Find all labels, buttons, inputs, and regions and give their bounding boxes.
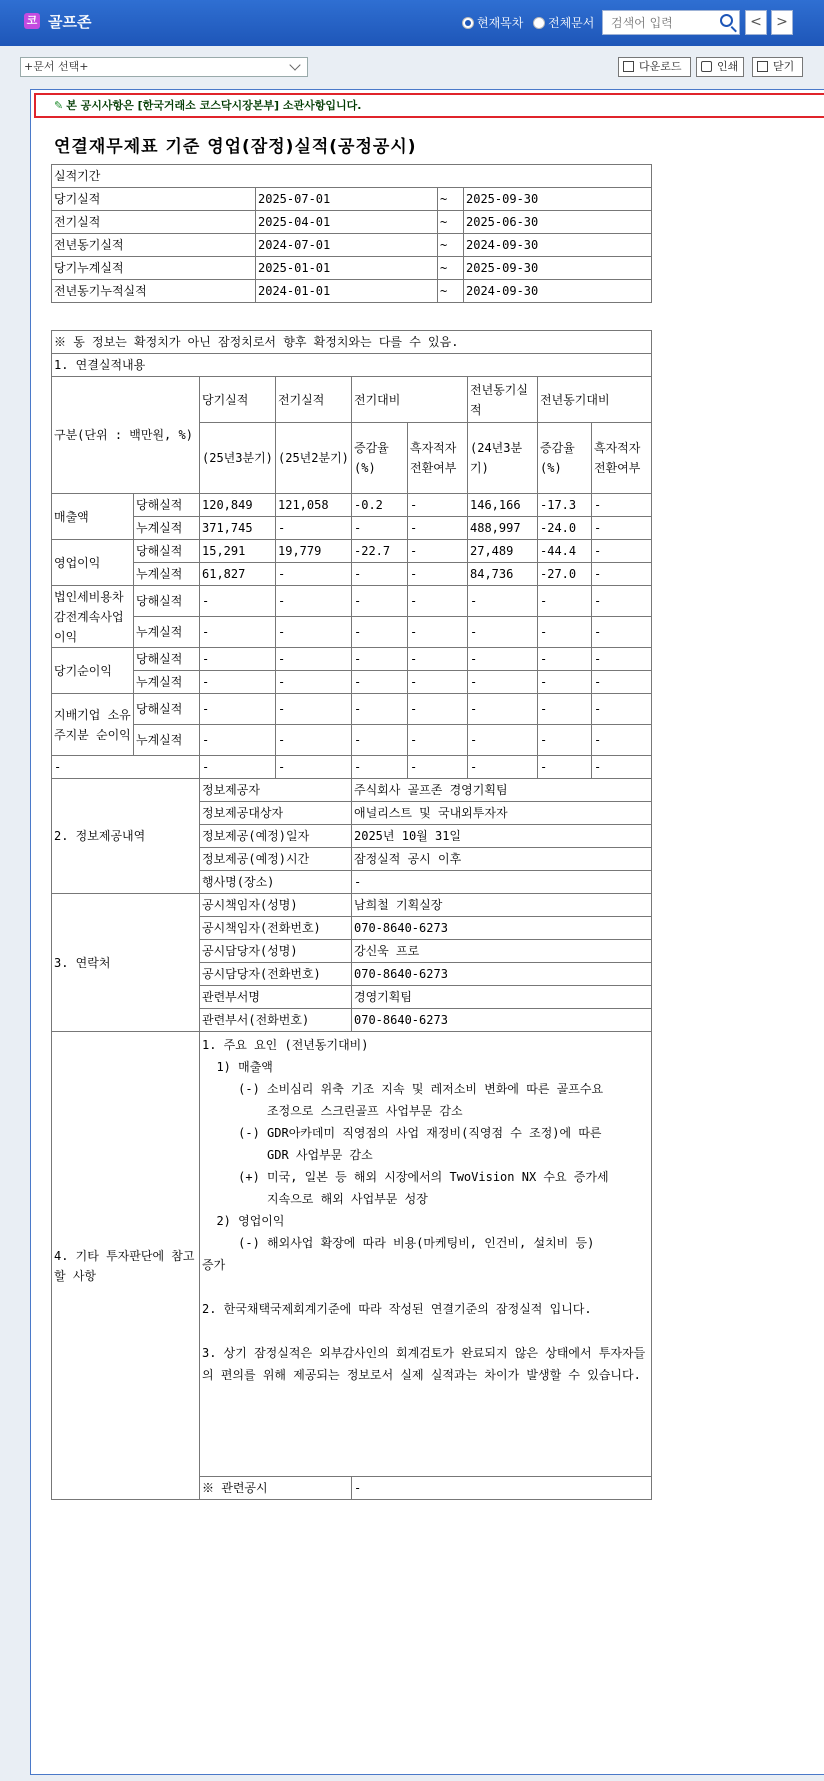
note: ※ 동 정보는 확정치가 아닌 잠정치로서 향후 확정치와는 다를 수 있음. xyxy=(52,331,652,354)
row-group-label: 당기순이익 xyxy=(52,648,134,694)
contact-body xyxy=(52,894,652,1032)
field-value: 남희철 기획실장 xyxy=(352,894,652,917)
field-value: 070-8640-6273 xyxy=(352,1009,652,1032)
table-row xyxy=(52,1032,652,1477)
header-cell: 전기대비 xyxy=(352,377,468,423)
cell: - xyxy=(276,694,352,725)
cell: - xyxy=(538,694,592,725)
document-frame xyxy=(30,89,824,1775)
section-title: 1. 연결실적내용 xyxy=(52,354,652,377)
period-end: 2025-06-30 xyxy=(464,211,652,234)
field-value: 주식회사 골프존 경영기획팀 xyxy=(352,779,652,802)
results-body xyxy=(52,494,652,756)
cell: - xyxy=(592,725,652,756)
table-row xyxy=(52,779,652,802)
table-row xyxy=(52,257,652,280)
header-cell: 흑자적자전환여부 xyxy=(592,423,652,494)
related-value: - xyxy=(352,1477,652,1500)
row-sub-label: 누계실적 xyxy=(134,671,200,694)
cell: - xyxy=(468,671,538,694)
radio-all-documents[interactable] xyxy=(533,14,594,31)
cell: - xyxy=(592,756,652,779)
row-sub-label: 당해실적 xyxy=(134,586,200,617)
row-sub-label: 누계실적 xyxy=(134,725,200,756)
table-row xyxy=(52,617,652,648)
period-label: 전년동기누적실적 xyxy=(52,280,256,303)
cell: - xyxy=(200,671,276,694)
period-label: 당기실적 xyxy=(52,188,256,211)
notice-banner xyxy=(34,93,824,118)
tilde: ~ xyxy=(438,234,464,257)
cell: - xyxy=(468,756,538,779)
header-cell: 전기실적 xyxy=(276,377,352,423)
cell: 146,166 xyxy=(468,494,538,517)
cell: - xyxy=(538,725,592,756)
cell: - xyxy=(276,725,352,756)
period-end: 2025-09-30 xyxy=(464,188,652,211)
table-row xyxy=(52,671,652,694)
cell: - xyxy=(408,648,468,671)
radio-current-section[interactable] xyxy=(462,14,523,31)
cell: 27,489 xyxy=(468,540,538,563)
field-label: 공시담당자(성명) xyxy=(200,940,352,963)
search-input[interactable] xyxy=(609,11,719,35)
top-bar xyxy=(0,0,824,46)
cell: - xyxy=(408,563,468,586)
tilde: ~ xyxy=(438,188,464,211)
period-label: 전년동기실적 xyxy=(52,234,256,257)
cell: - xyxy=(200,694,276,725)
section-title: 4. 기타 투자판단에 참고할 사항 xyxy=(52,1032,200,1500)
cell: - xyxy=(200,725,276,756)
cell: 19,779 xyxy=(276,540,352,563)
cell: - xyxy=(200,756,276,779)
memo-text: 1. 주요 요인 (전년동기대비) 1) 매출액 (-) 소비심리 위축 기조 지속 및 레저소비 변화에 따른 골프수요 조정으로 스크린골프 사업부문 감소 (-) GDR아카데미 직영점의 사업 재정비(직영점 수 조정)에 따른 GDR 사업부문 감소 (+) 미국, 일본 등 해외 시장에서의 TwoVision NX 수요 증가세 지속으로 해외 사업부문 성장 2) 영업이익 (-) 해외사업 확장에 따라 비용(마케팅비, 인건비, 설치비 등) 증가 2. 한국채택국제회계기준에 따라 작성된 연결기준의 잠정실적 입니다. 3. 상기 잠정실적은 외부감사인의 회계검토가 완료되지 않은 상태에서 투자자들의 편의를 위해 제공되는 정보로서 실제 실적과는 차이가 발생할 수 있습니다. xyxy=(200,1032,652,1477)
related-label: ※ 관련공시 xyxy=(200,1477,352,1500)
table-row xyxy=(52,354,652,377)
cell: - xyxy=(352,648,408,671)
next-button[interactable]: > xyxy=(771,10,793,35)
field-value: 2025년 10월 31일 xyxy=(352,825,652,848)
field-value: 경영기획팀 xyxy=(352,986,652,1009)
cell: - xyxy=(276,517,352,540)
row-sub-label: 당해실적 xyxy=(134,694,200,725)
field-label: 정보제공자 xyxy=(200,779,352,802)
field-value: - xyxy=(352,871,652,894)
monitor-icon xyxy=(623,61,634,72)
period-end: 2025-09-30 xyxy=(464,257,652,280)
row-sub-label: 당해실적 xyxy=(134,494,200,517)
table-row xyxy=(52,563,652,586)
cell: 61,827 xyxy=(200,563,276,586)
results-table xyxy=(51,330,652,1500)
period-label: 전기실적 xyxy=(52,211,256,234)
field-value: 070-8640-6273 xyxy=(352,963,652,986)
cell: - xyxy=(408,756,468,779)
company-logo-icon: 코 xyxy=(24,13,40,29)
cell: - xyxy=(468,694,538,725)
header-cell: 증감율(%) xyxy=(538,423,592,494)
cell: - xyxy=(408,494,468,517)
pencil-icon: ✎ xyxy=(54,99,64,112)
row-sub-label: 누계실적 xyxy=(134,563,200,586)
row-sub-label: 당해실적 xyxy=(134,540,200,563)
page-title: 연결재무제표 기준 영업(잠정)실적(공정공시) xyxy=(54,137,417,157)
table-row xyxy=(52,517,652,540)
cell: - xyxy=(592,694,652,725)
row-group-label: 지배기업 소유주지분 순이익 xyxy=(52,694,134,756)
prev-button[interactable]: < xyxy=(745,10,767,35)
cell: - xyxy=(276,756,352,779)
document-close-icon xyxy=(757,61,768,72)
cell: - xyxy=(408,586,468,617)
cell: - xyxy=(538,756,592,779)
cell: - xyxy=(352,756,408,779)
radio-all-label: 전체문서 xyxy=(548,16,595,30)
row-group-label: 매출액 xyxy=(52,494,134,540)
search-icon[interactable] xyxy=(720,14,733,27)
cell: - xyxy=(352,617,408,648)
document-select[interactable] xyxy=(20,57,308,77)
cell: - xyxy=(408,725,468,756)
cell: - xyxy=(592,563,652,586)
section-title: 2. 정보제공내역 xyxy=(52,779,200,894)
cell: - xyxy=(408,694,468,725)
period-start: 2024-07-01 xyxy=(256,234,438,257)
row-group-label: 영업이익 xyxy=(52,540,134,586)
cell: - xyxy=(592,648,652,671)
cell: - xyxy=(352,517,408,540)
table-row xyxy=(52,648,652,671)
table-row xyxy=(52,586,652,617)
cell: - xyxy=(352,725,408,756)
cell: - xyxy=(408,671,468,694)
row-sub-label: 누계실적 xyxy=(134,517,200,540)
search-box xyxy=(602,10,740,35)
field-value: 강신욱 프로 xyxy=(352,940,652,963)
field-label: 공시책임자(성명) xyxy=(200,894,352,917)
cell: - xyxy=(538,671,592,694)
close-button[interactable] xyxy=(752,57,803,77)
cell: - xyxy=(276,586,352,617)
row-group-label: 법인세비용차감전계속사업이익 xyxy=(52,586,134,648)
header-cell: (24년3분기) xyxy=(468,423,538,494)
table-row xyxy=(52,188,652,211)
cell: - xyxy=(592,617,652,648)
field-label: 관련부서(전화번호) xyxy=(200,1009,352,1032)
cell: - xyxy=(468,648,538,671)
cell: 120,849 xyxy=(200,494,276,517)
field-label: 정보제공대상자 xyxy=(200,802,352,825)
table-row xyxy=(52,280,652,303)
table-row xyxy=(52,211,652,234)
field-value: 애널리스트 및 국내외투자자 xyxy=(352,802,652,825)
company-title: 골프존 xyxy=(48,13,92,31)
radio-unselected-icon[interactable] xyxy=(533,17,545,29)
tilde: ~ xyxy=(438,211,464,234)
cell: 488,997 xyxy=(468,517,538,540)
row-sub-label: 누계실적 xyxy=(134,617,200,648)
field-value: 잠정실적 공시 이후 xyxy=(352,848,652,871)
document-select-value: +문서 선택+ xyxy=(24,60,89,73)
cell: - xyxy=(592,517,652,540)
field-label: 정보제공(예정)일자 xyxy=(200,825,352,848)
field-label: 행사명(장소) xyxy=(200,871,352,894)
field-label: 정보제공(예정)시간 xyxy=(200,848,352,871)
cell: - xyxy=(352,586,408,617)
cell: - xyxy=(538,586,592,617)
cell: - xyxy=(468,725,538,756)
table-row xyxy=(52,377,652,423)
section-title: 3. 연락처 xyxy=(52,894,200,1032)
cell: - xyxy=(200,586,276,617)
table-row xyxy=(52,331,652,354)
cell: - xyxy=(592,586,652,617)
cell: - xyxy=(592,671,652,694)
cell: -17.3 xyxy=(538,494,592,517)
field-label: 공시책임자(전화번호) xyxy=(200,917,352,940)
print-label: 인쇄 xyxy=(717,60,739,73)
period-end: 2024-09-30 xyxy=(464,234,652,257)
header-cell: 전년동기실적 xyxy=(468,377,538,423)
cell: -27.0 xyxy=(538,563,592,586)
cell: - xyxy=(538,648,592,671)
period-start: 2025-04-01 xyxy=(256,211,438,234)
header-cell: 증감율(%) xyxy=(352,423,408,494)
cell: 371,745 xyxy=(200,517,276,540)
cell: 121,058 xyxy=(276,494,352,517)
cell: - xyxy=(468,617,538,648)
period-start: 2024-01-01 xyxy=(256,280,438,303)
period-table xyxy=(51,164,652,303)
cell: - xyxy=(352,671,408,694)
period-start: 2025-07-01 xyxy=(256,188,438,211)
cell: - xyxy=(592,494,652,517)
cell: - xyxy=(276,563,352,586)
header-cell: (25년2분기) xyxy=(276,423,352,494)
cell: -0.2 xyxy=(352,494,408,517)
field-label: 공시담당자(전화번호) xyxy=(200,963,352,986)
radio-selected-icon[interactable] xyxy=(462,17,474,29)
cell: - xyxy=(352,694,408,725)
cell: -44.4 xyxy=(538,540,592,563)
cell: - xyxy=(408,617,468,648)
unit-header: 구분(단위 : 백만원, %) xyxy=(52,377,200,494)
cell: - xyxy=(200,617,276,648)
header-cell: 당기실적 xyxy=(200,377,276,423)
table-row xyxy=(52,725,652,756)
period-end: 2024-09-30 xyxy=(464,280,652,303)
table-row xyxy=(52,540,652,563)
table-row xyxy=(52,494,652,517)
period-start: 2025-01-01 xyxy=(256,257,438,280)
cell: - xyxy=(408,517,468,540)
cell: -24.0 xyxy=(538,517,592,540)
cell: 15,291 xyxy=(200,540,276,563)
row-sub-label: 당해실적 xyxy=(134,648,200,671)
tilde: ~ xyxy=(438,257,464,280)
cell: - xyxy=(592,540,652,563)
table-row xyxy=(52,234,652,257)
cell: - xyxy=(52,756,200,779)
header-cell: 전년동기대비 xyxy=(538,377,652,423)
period-label: 당기누계실적 xyxy=(52,257,256,280)
cell: - xyxy=(352,563,408,586)
header-cell: (25년3분기) xyxy=(200,423,276,494)
cell: - xyxy=(408,540,468,563)
printer-icon xyxy=(701,61,712,72)
download-label: 다운로드 xyxy=(639,60,682,73)
period-header: 실적기간 xyxy=(52,165,652,188)
chevron-down-icon xyxy=(289,59,300,70)
cell: -22.7 xyxy=(352,540,408,563)
cell: 84,736 xyxy=(468,563,538,586)
cell: - xyxy=(200,648,276,671)
table-row xyxy=(52,894,652,917)
close-label: 닫기 xyxy=(773,60,795,73)
table-row xyxy=(52,756,652,779)
field-label: 관련부서명 xyxy=(200,986,352,1009)
cell: - xyxy=(276,617,352,648)
cell: - xyxy=(276,671,352,694)
field-value: 070-8640-6273 xyxy=(352,917,652,940)
notice-text: 본 공시사항은 [한국거래소 코스닥시장본부] 소관사항입니다. xyxy=(66,99,362,112)
print-button[interactable] xyxy=(696,57,744,77)
table-row xyxy=(52,694,652,725)
cell: - xyxy=(468,586,538,617)
tilde: ~ xyxy=(438,280,464,303)
cell: - xyxy=(276,648,352,671)
cell: - xyxy=(538,617,592,648)
radio-current-label: 현재목차 xyxy=(477,16,524,30)
header-cell: 흑자적자전환여부 xyxy=(408,423,468,494)
download-button[interactable] xyxy=(618,57,691,77)
info-body xyxy=(52,779,652,894)
table-row xyxy=(52,165,652,188)
